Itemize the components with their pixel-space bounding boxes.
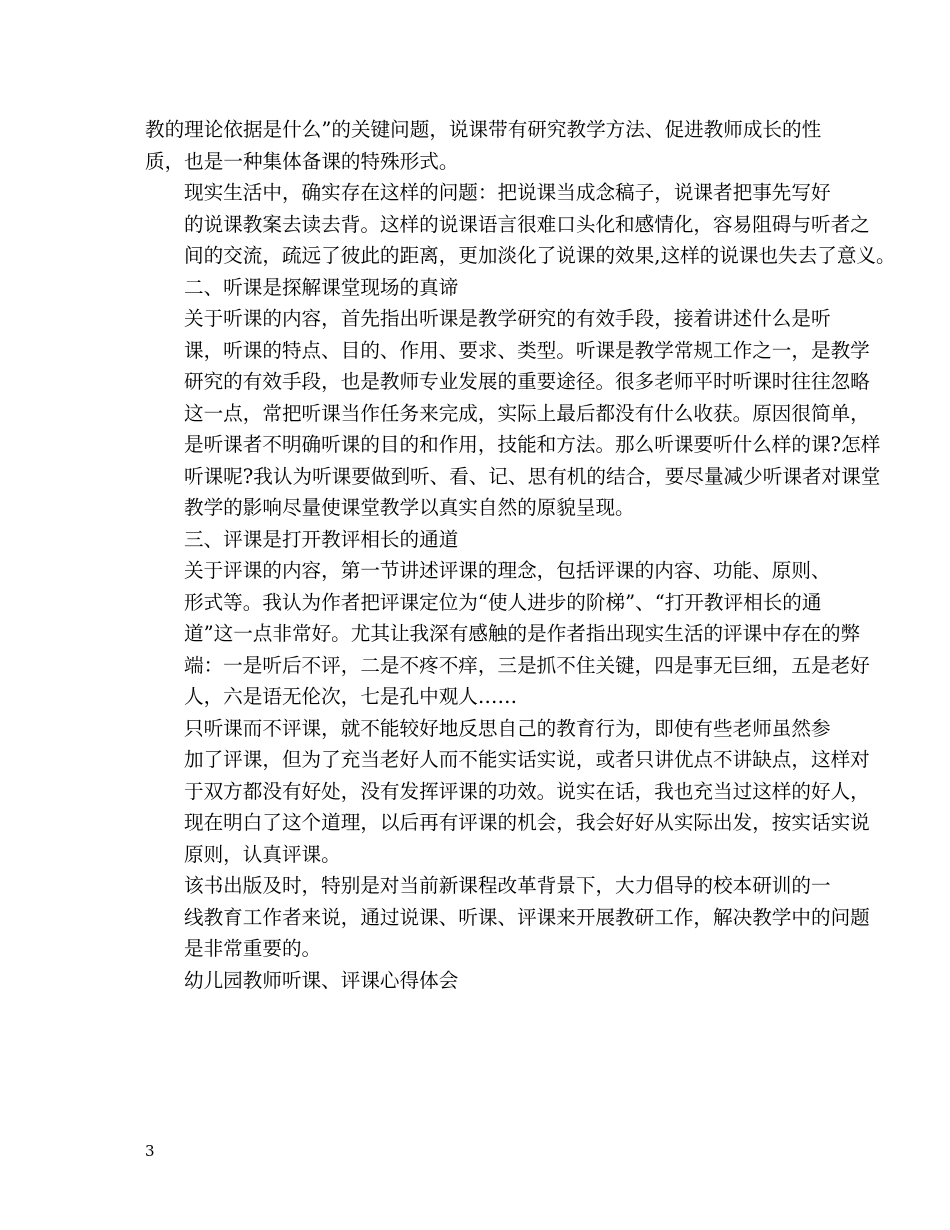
text-line: 这一点，常把听课当作任务来完成，实际上最后都没有什么收获。原因很简单， <box>184 401 870 425</box>
text-line: 是听课者不明确听课的目的和作用，技能和方法。那么听课要听什么样的课?怎样 <box>184 433 881 456</box>
paragraph-reflection <box>145 713 870 871</box>
paragraph-2 <box>145 177 896 272</box>
text-line: 端：一是听后不评，二是不疼不痒，三是抓不住关键，四是事无巨细，五是老好 <box>184 653 870 677</box>
text-line: 二、听课是探解课堂现场的真谛 <box>184 275 459 299</box>
text-line: 于双方都没有好处，没有发挥评课的功效。说实在话，我也充当过这样的好人， <box>184 779 870 803</box>
text-line: 听课呢?我认为听课要做到听、看、记、思有机的结合，要尽量减少听课者对课堂 <box>184 464 881 488</box>
text-line: 现实生活中，确实存在这样的问题：把说课当成念稿子，说课者把事先写好 <box>184 181 831 204</box>
text-line: 原则，认真评课。 <box>184 842 341 866</box>
paragraph-1 <box>145 114 822 177</box>
section-heading-3 <box>145 524 810 556</box>
text-line: 关于听课的内容，首先指出听课是教学研究的有效手段，接着讲述什么是听 <box>184 307 831 330</box>
text-line: 现在明白了这个道理，以后再有评课的机会，我会好好从实际出发，按实话实说 <box>184 811 870 834</box>
text-line: 幼儿园教师听课、评课心得体会 <box>184 968 459 992</box>
text-line: 该书出版及时，特别是对当前新课程改革背景下，大力倡导的校本研训的一 <box>184 874 831 897</box>
text-line: 教的理论依据是什么”的关键问题，说课带有研究教学方法、促进教师成长的性 <box>145 118 822 141</box>
text-line: 形式等。我认为作者把评课定位为“使人进步的阶梯”、“打开教评相长的通 <box>184 590 822 614</box>
text-line: 道”这一点非常好。尤其让我深有感触的是作者指出现实生活的评课中存在的弊 <box>184 622 861 645</box>
text-line: 关于评课的内容，第一节讲述评课的理念，包括评课的内容、功能、原则、 <box>184 559 831 582</box>
paragraph-evaluation <box>145 555 870 713</box>
section-heading-2 <box>145 272 810 304</box>
document-body <box>145 114 896 996</box>
text-line: 课，听课的特点、目的、作用、要求、类型。听课是教学常规工作之一，是教学 <box>184 338 870 362</box>
next-article-title <box>145 965 810 997</box>
text-line: 是非常重要的。 <box>184 937 322 960</box>
text-line: 的说课教案去读去背。这样的说课语言很难口头化和感情化，容易阻碍与听者之 <box>184 212 870 236</box>
text-line: 线教育工作者来说，通过说课、听课、评课来开展教研工作，解决教学中的问题 <box>184 905 870 929</box>
text-line: 研究的有效手段，也是教师专业发展的重要途径。很多老师平时听课时往往忽略 <box>184 370 870 393</box>
text-line: 只听课而不评课，就不能较好地反思自己的教育行为，即使有些老师虽然参 <box>184 716 831 740</box>
text-line: 三、评课是打开教评相长的通道 <box>184 527 459 551</box>
text-line: 人，六是语无伦次，七是孔中观人…… <box>184 685 518 708</box>
paragraph-conclusion <box>145 870 870 965</box>
text-line: 加了评课，但为了充当老好人而不能实话实说，或者只讲优点不讲缺点，这样对 <box>184 748 870 771</box>
paragraph-listening <box>145 303 881 524</box>
text-line: 质，也是一种集体备课的特殊形式。 <box>145 149 459 173</box>
text-line: 教学的影响尽量使课堂教学以真实自然的原貌呈现。 <box>184 496 635 519</box>
text-line: 间的交流，疏远了彼此的距离，更加淡化了说课的效果,这样的说课也失去了意义。 <box>184 244 896 267</box>
page-number: 3 <box>145 1142 155 1160</box>
